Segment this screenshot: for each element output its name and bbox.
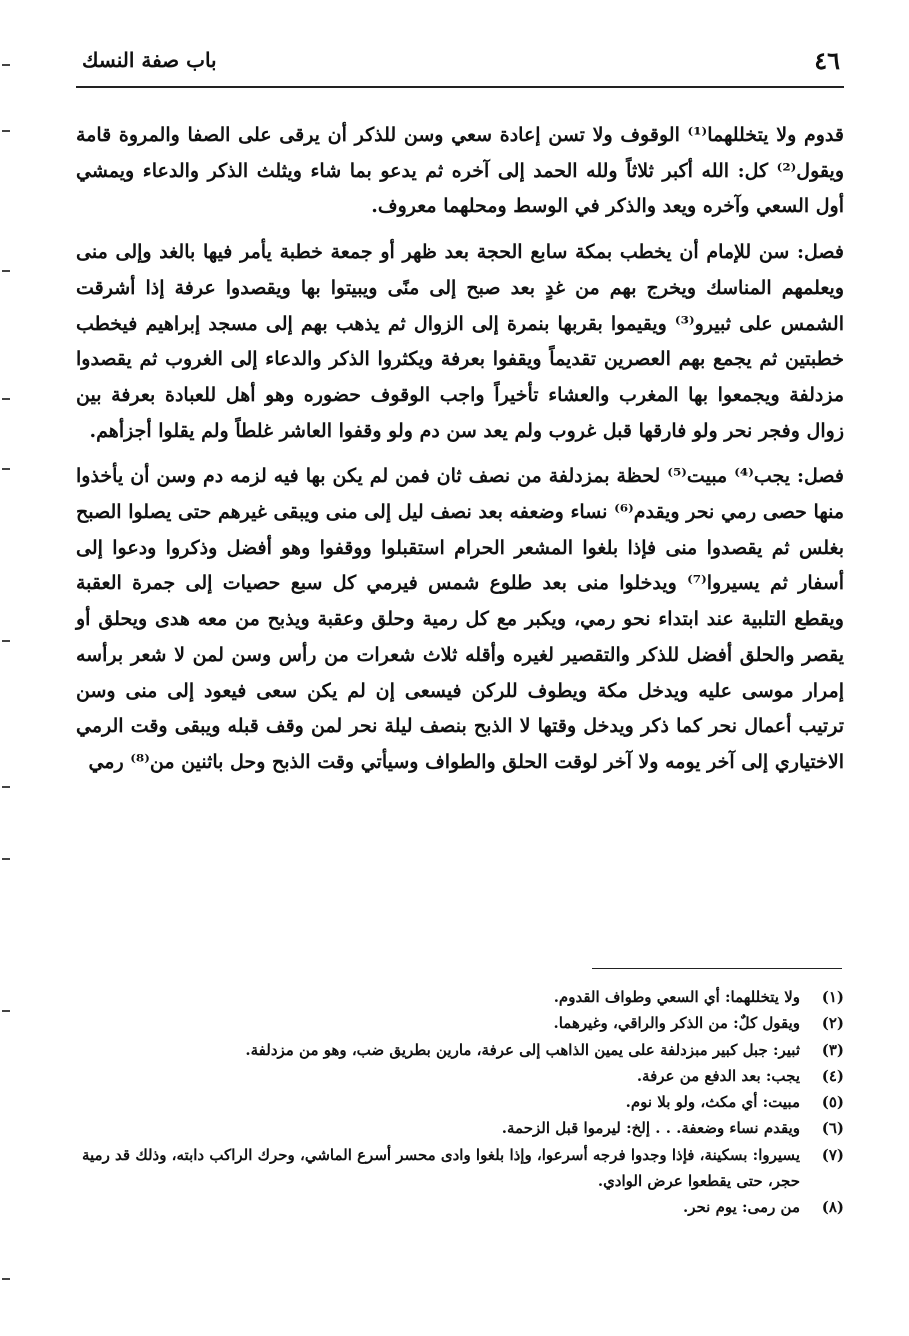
margin-mark	[2, 468, 10, 470]
paragraph-text: قدوم ولا يتخللهما⁽¹⁾ الوقوف ولا تسن إعادة سعي وسن للذكر أن يرقى على الصفا والمروة قامة ويقول⁽²⁾ كل: الله أكبر ثلاثاً ولله الحمد إلى آخره ثم يدعو بما شاء ويثلث الذكر والدعاء ويمشي أول السعي وآخره ويعد والذكر في الوسط ومحلهما معروف.	[76, 124, 844, 218]
margin-mark	[2, 858, 10, 860]
footnote	[76, 1010, 844, 1036]
footnote-text: ويقول كلٌ: من الذكر والراقي، وغيرهما.	[553, 1014, 800, 1033]
footnote	[76, 1194, 844, 1220]
paragraph-2	[76, 235, 844, 449]
footnote-number: (٦)	[821, 1119, 844, 1138]
footnote-text: ثبير: جبل كبير مبزدلفة على يمين الذاهب إلى عرفة، مارين بطريق ضب، وهو من مزدلفة.	[245, 1040, 800, 1059]
margin-mark	[2, 640, 10, 642]
chapter-title: باب صفة النسك	[82, 48, 217, 72]
footnote-number: (٣)	[821, 1040, 844, 1059]
footnotes	[76, 984, 844, 1221]
margin-mark	[2, 64, 10, 66]
footnote	[76, 1142, 844, 1195]
section-heading-fasl: فصل:	[797, 465, 844, 488]
margin-mark	[2, 786, 10, 788]
footnote-rule	[592, 968, 842, 969]
footnote	[76, 1115, 844, 1141]
paragraph-text: يجب⁽⁴⁾ مبيت⁽⁵⁾ لحظة بمزدلفة من نصف ثان فمن لم يكن بها فيه لزمه دم وسن أن يأخذوا منها حصى رمي نحر ويقدم⁽⁶⁾ نساء وضعفه بعد نصف ليل إلى منى ويبقى غيرهم حتى يصلوا الصبح بغلس ثم يقصدوا منى فإذا بلغوا المشعر الحرام استقبلوا ووقفوا وهو أفضل وذكروا ودعوا إلى أسفار ثم يسيروا⁽⁷⁾ ويدخلوا منى بعد طلوع شمس فيرمي كل سبع حصيات إلى جمرة العقبة ويقطع التلبية عند ابتداء نحو رمي، ويكبر مع كل رمية وحلق وعقبة ويذبح من معه هدى ويحلق أو يقصر والحلق أفضل للذكر والتقصير لغيره وأقله ثلاث شعرات من رأس وسن لمن لا شعر برأسه إمرار موسى عليه ويدخل مكة ويطوف للركن فيسعى إن لم يكن سعى فيعود إلى منى وسن ترتيب أعمال نحر كما ذكر ويدخل وقتها لا الذبح بنصف ليلة نحر لمن وقف قبله ويبقى وقت الرمي الاختياري إلى آخر يومه ولا آخر لوقت الحلق والطواف وسيأتي وقت الذبح وحل باثنين من⁽⁸⁾ رمي	[76, 465, 845, 773]
footnote-text: مبيت: أي مكث، ولو بلا نوم.	[625, 1093, 800, 1112]
paragraph-1	[76, 118, 844, 225]
footnote-number: (٥)	[821, 1093, 844, 1112]
header-rule	[76, 86, 844, 88]
margin-mark	[2, 130, 10, 132]
footnote-number: (٧)	[821, 1145, 844, 1164]
footnote-number: (٤)	[821, 1066, 844, 1085]
footnote	[76, 1037, 844, 1063]
footnote-text: ويقدم نساء وضعفة. . . إلخ: ليرموا قبل الزحمة.	[501, 1119, 800, 1138]
footnote-text: من رمى: يوم نحر.	[682, 1198, 800, 1217]
margin-mark	[2, 1010, 10, 1012]
paragraph-text: سن للإمام أن يخطب بمكة سابع الحجة بعد ظهر أو جمعة خطبة يأمر فيها بالغد وإلى منى ويعلمهم المناسك ويخرج بهم من غدٍ بعد صبح إلى منًى ويبيتوا بها ويقصدوا عرفة إذا أشرقت الشمس على ثبيرو⁽³⁾ ويقيموا بقربها بنمرة إلى الزوال ثم يذهب بهم إلى مسجد إبراهيم فيخطب خطبتين ثم يجمع بهم العصرين تقديماً ويقفوا بعرفة ويكثروا الذكر والدعاء إلى الغروب ثم يقصدوا مزدلفة ويجمعوا بها المغرب والعشاء تأخيراً واجب الوقوف حضوره وهو أهل للعبادة بعرفة بين زوال وفجر نحر ولو فارقها قبل غروب ولم يعد سن دم ولو وقفوا العاشر غلطاً ولم يقلوا أجزأهم.	[76, 241, 845, 442]
footnote	[76, 1063, 844, 1089]
footnote-text: يسيروا: بسكينة، فإذا وجدوا فرجه أسرعوا، وإذا بلغوا وادى محسر أسرع الماشي، وحرك الراكب دابته، وذلك قد رمية حجر، حتى يقطعوا عرض الوادي.	[81, 1145, 800, 1191]
page-header	[76, 44, 844, 84]
footnote-number: (٢)	[821, 1014, 844, 1033]
paragraph-3	[76, 459, 844, 780]
margin-mark	[2, 1278, 10, 1280]
footnote	[76, 984, 844, 1010]
margin-mark	[2, 270, 10, 272]
footnote-number: (٨)	[821, 1198, 844, 1217]
footnote-text: ولا يتخللهما: أي السعي وطواف القدوم.	[553, 988, 800, 1006]
footnote-number: (١)	[821, 988, 844, 1006]
footnote-text: يجب: بعد الدفع من عرفة.	[636, 1066, 800, 1085]
margin-mark	[2, 398, 10, 400]
page-number: ٤٦	[814, 46, 840, 75]
main-text	[76, 118, 844, 791]
footnote	[76, 1089, 844, 1115]
section-heading-fasl: فصل:	[797, 241, 844, 264]
